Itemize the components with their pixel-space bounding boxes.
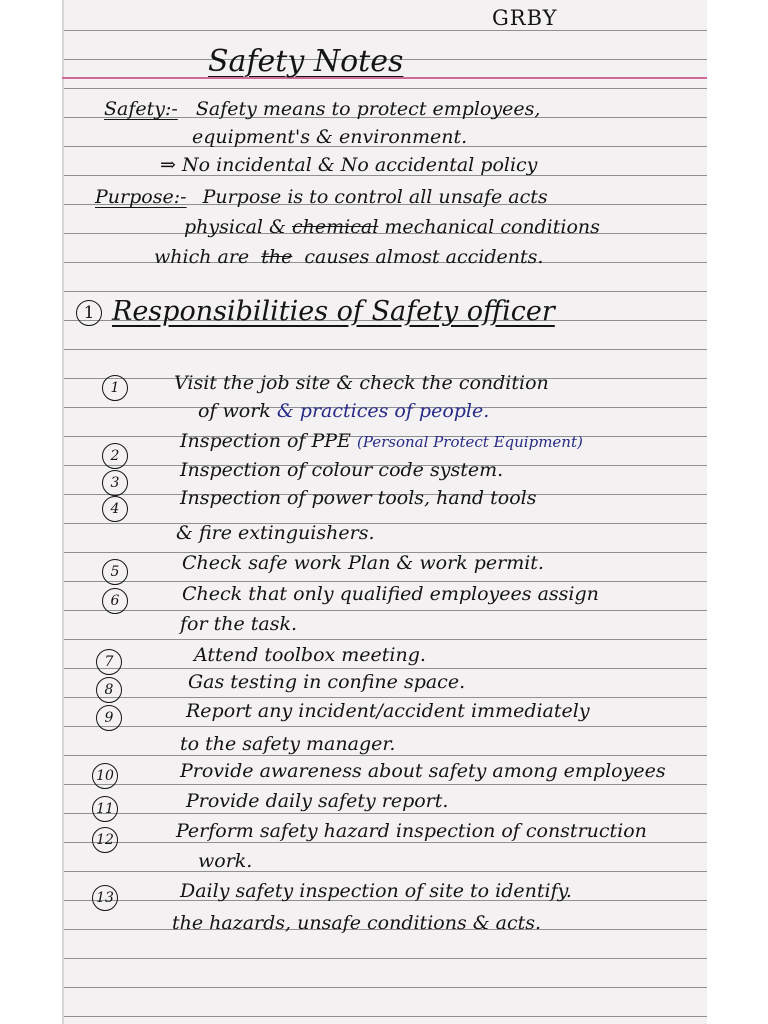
- safety-line-2: equipment's & environment.: [192, 126, 468, 148]
- item-3-line-1: Inspection of colour code system.: [180, 459, 504, 481]
- corner-tag: GRBY: [492, 6, 558, 30]
- item-12-line-2: work.: [198, 850, 253, 872]
- safety-line-1: [104, 98, 540, 120]
- item-number: 7: [96, 649, 122, 675]
- section-heading-text: Responsibilities of Safety officer: [112, 296, 555, 327]
- section-heading: [76, 296, 555, 327]
- item-number: 2: [102, 443, 128, 469]
- purpose-line-2: [184, 216, 600, 238]
- item-number: 5: [102, 559, 128, 585]
- item-13-line-1: Daily safety inspection of site to identify.: [180, 880, 572, 902]
- item-8-line-1: Gas testing in confine space.: [188, 671, 466, 693]
- safety-label: Safety:-: [104, 98, 178, 120]
- item-number: 11: [92, 796, 118, 822]
- item-number: 4: [102, 496, 128, 522]
- purpose-text-2b: mechanical conditions: [384, 216, 600, 238]
- item-12-line-1: Perform safety hazard inspection of construction: [176, 820, 647, 842]
- item-10-line-1: Provide awareness about safety among employees: [180, 760, 666, 782]
- safety-line-3: ⇒ No incidental & No accidental policy: [160, 154, 538, 176]
- purpose-text-1: Purpose is to control all unsafe acts: [202, 186, 548, 208]
- item-number: 12: [92, 827, 118, 853]
- item-number: 8: [96, 677, 122, 703]
- item-1-line-2: [198, 400, 489, 422]
- purpose-text-3b: causes almost accidents.: [304, 246, 544, 268]
- item-13-line-2: the hazards, unsafe conditions & acts.: [172, 912, 542, 934]
- item-9-line-1: Report any incident/accident immediately: [186, 700, 590, 722]
- item-7-line-1: Attend toolbox meeting.: [194, 644, 426, 666]
- purpose-label: Purpose:-: [95, 186, 187, 208]
- item-6-line-2: for the task.: [180, 613, 298, 635]
- item-11-line-1: Provide daily safety report.: [186, 790, 449, 812]
- item-4-line-1: Inspection of power tools, hand tools: [180, 487, 537, 509]
- item-number: 13: [92, 885, 118, 911]
- purpose-text-2a: physical &: [184, 216, 286, 238]
- item-1-text-2a: of work: [198, 400, 271, 422]
- section-number: 1: [76, 300, 102, 326]
- item-number: 1: [102, 375, 128, 401]
- item-number: 9: [96, 705, 122, 731]
- item-1-line-1: Visit the job site & check the condition: [174, 372, 549, 394]
- item-1-text-2b: & practices of people.: [276, 400, 490, 422]
- page-title: Safety Notes: [208, 44, 404, 79]
- purpose-struck-2: chemical: [292, 216, 379, 238]
- purpose-struck-3: the: [261, 246, 293, 268]
- safety-text-1: Safety means to protect employees,: [195, 98, 541, 120]
- item-2-text-b: (Personal Protect Equipment): [356, 433, 583, 451]
- item-6-line-1: Check that only qualified employees assign: [182, 583, 599, 605]
- purpose-line-1: [95, 186, 548, 208]
- purpose-text-3a: which are: [154, 246, 250, 268]
- purpose-line-3: [154, 246, 543, 268]
- item-5-line-1: Check safe work Plan & work permit.: [182, 552, 544, 574]
- item-2-text-a: Inspection of PPE: [180, 430, 351, 452]
- item-number: 10: [92, 763, 118, 789]
- item-2-line-1: [180, 430, 583, 452]
- item-4-line-2: & fire extinguishers.: [176, 522, 375, 544]
- item-number: 3: [102, 470, 128, 496]
- item-number: 6: [102, 588, 128, 614]
- item-9-line-2: to the safety manager.: [180, 733, 396, 755]
